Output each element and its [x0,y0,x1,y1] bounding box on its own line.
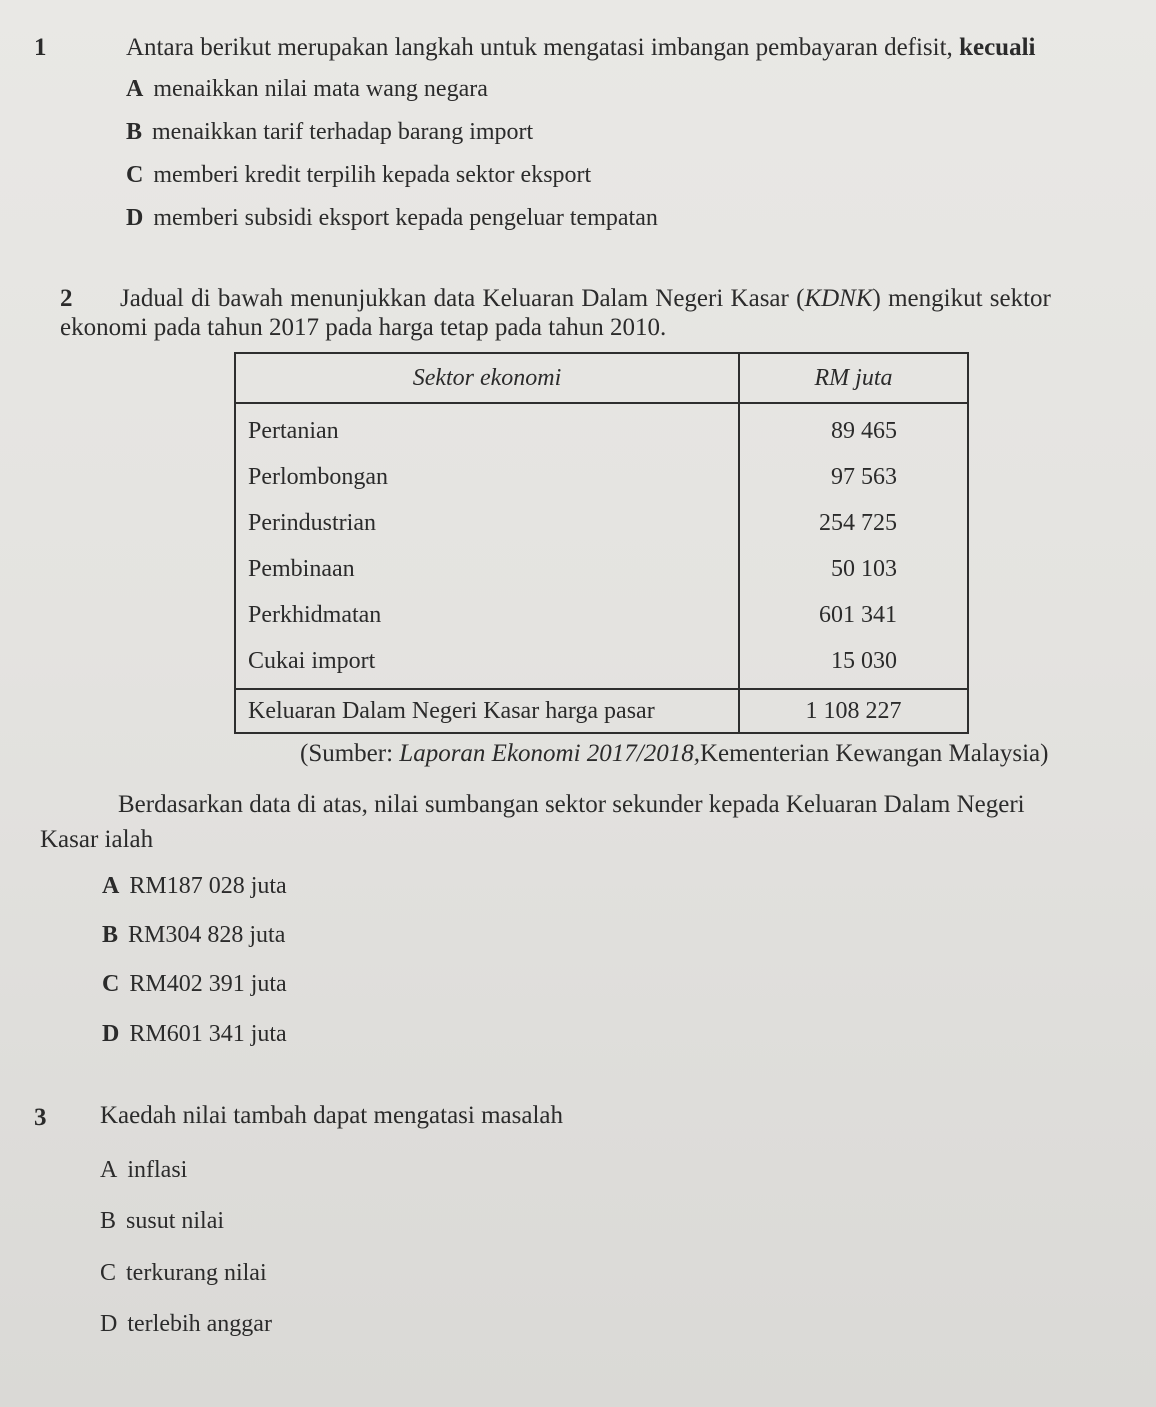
option-text: memberi subsidi eksport kepada pengeluar tempatan [153,205,658,231]
question-2-line1: Berdasarkan data di atas, nilai sumbangan sektor sekunder kepada Keluaran Dalam Negeri [118,791,1025,818]
option-text: inflasi [127,1157,188,1183]
table-header-row [235,353,968,403]
question-3-stem: Kaedah nilai tambah dapat mengatasi masalah [100,1102,564,1129]
option-text: menaikkan nilai mata wang negara [153,76,488,102]
sector-cell: Perindustrian [235,500,739,546]
option-letter: D [100,1311,118,1337]
q1-option-a[interactable] [126,76,488,103]
q3-option-b[interactable] [100,1208,224,1235]
table-row [235,500,968,546]
q1-option-c[interactable] [126,162,591,189]
q2-option-d[interactable] [102,1021,287,1048]
q2-option-c[interactable] [102,971,287,998]
question-1-emphasis: kecuali [959,34,1036,61]
sector-cell: Perlombongan [235,454,739,500]
question-1-number: 1 [34,34,47,61]
source-title: Laporan Ekonomi 2017/2018, [399,740,700,767]
question-2-line2: Kasar ialah [40,826,154,853]
option-text: RM187 028 juta [129,873,287,899]
sector-cell: Pembinaan [235,546,739,592]
option-letter: B [126,119,143,145]
source-suffix: Kementerian Kewangan Malaysia) [700,740,1049,767]
sector-cell: Pertanian [235,403,739,454]
q2-option-b[interactable] [102,922,285,949]
header-sector: Sektor ekonomi [235,353,739,403]
value-cell: 89 465 [739,403,968,454]
option-text: RM402 391 juta [129,971,287,997]
option-text: susut nilai [126,1208,225,1234]
intro-text: Jadual di bawah menunjukkan data Keluaran Dalam Negeri Kasar ( [120,285,805,312]
table-row [235,638,968,689]
intro-abbr: KDNK [804,285,873,312]
q3-option-a[interactable] [100,1157,187,1184]
question-3-number: 3 [34,1104,47,1131]
table-row [235,403,968,454]
question-1-stem [126,34,1035,62]
option-text: RM304 828 juta [128,922,286,948]
option-letter: D [102,1021,120,1047]
table-row [235,592,968,638]
option-text: terkurang nilai [126,1260,267,1286]
q3-option-c[interactable] [100,1260,267,1287]
option-letter: A [102,873,120,899]
option-text: RM601 341 juta [129,1021,287,1047]
table-row [235,454,968,500]
total-value-cell: 1 108 227 [739,689,968,733]
option-text: menaikkan tarif terhadap barang import [152,119,534,145]
option-letter: A [126,76,144,102]
question-2-intro-line1 [120,285,1051,313]
question-2-intro-line2: ekonomi pada tahun 2017 pada harga tetap pada tahun 2010. [60,314,667,341]
sector-cell: Cukai import [235,638,739,689]
q1-option-b[interactable] [126,119,533,146]
value-cell: 50 103 [739,546,968,592]
q1-option-d[interactable] [126,205,658,232]
value-cell: 15 030 [739,638,968,689]
table-source [300,740,1048,768]
option-letter: C [126,162,144,188]
question-1-stem-text: Antara berikut merupakan langkah untuk mengatasi imbangan pembayaran defisit, [126,34,953,61]
sector-cell: Perkhidmatan [235,592,739,638]
question-2-number: 2 [60,285,73,312]
q2-option-a[interactable] [102,873,287,900]
table-total-row [235,689,968,733]
intro-text-end: ) mengikut sektor [872,285,1051,312]
option-text: memberi kredit terpilih kepada sektor eksport [153,162,592,188]
table-row [235,546,968,592]
kdnk-table [234,352,969,734]
option-letter: A [100,1157,118,1183]
source-prefix: (Sumber: [300,740,400,767]
q3-option-d[interactable] [100,1311,272,1338]
option-letter: B [102,922,119,948]
option-letter: C [102,971,120,997]
value-cell: 97 563 [739,454,968,500]
header-value: RM juta [739,353,968,403]
total-sector-cell: Keluaran Dalam Negeri Kasar harga pasar [235,689,739,733]
option-letter: B [100,1208,117,1234]
option-letter: C [100,1260,117,1286]
option-text: terlebih anggar [127,1311,272,1337]
option-letter: D [126,205,144,231]
value-cell: 254 725 [739,500,968,546]
value-cell: 601 341 [739,592,968,638]
